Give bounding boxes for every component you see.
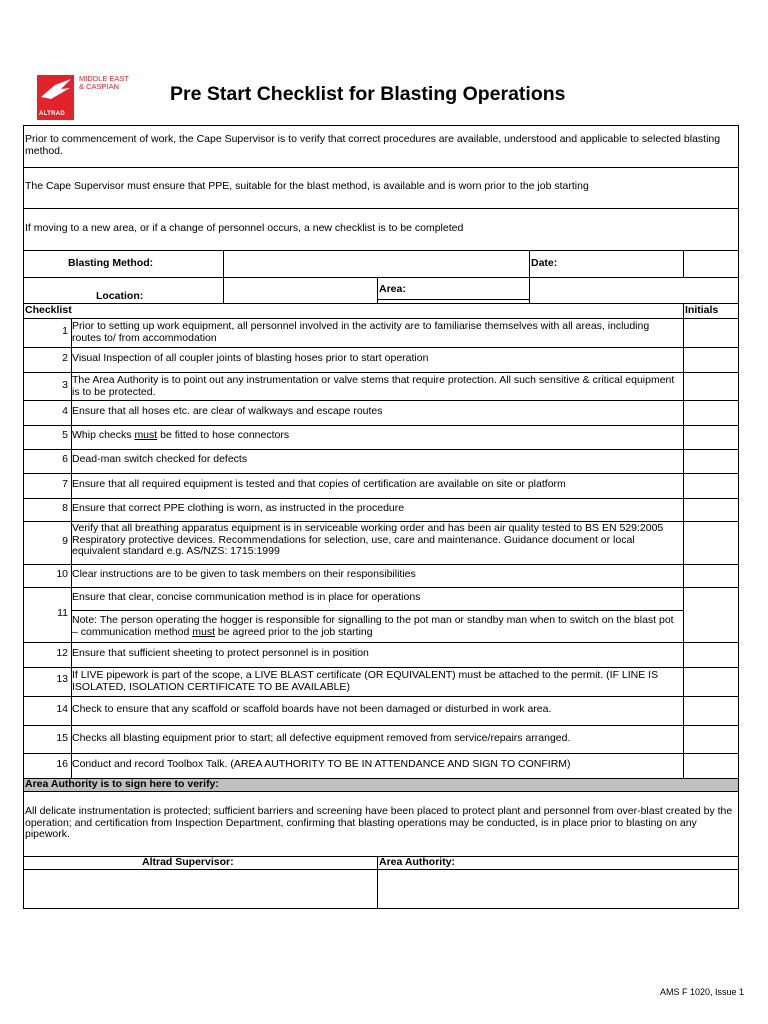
checklist-item-8: Ensure that correct PPE clothing is worn, as instructed in the procedure (72, 502, 405, 514)
checklist-item-14: Check to ensure that any scaffold or scaffold boards have not been damaged or disturbed in work area. (72, 703, 552, 715)
logo-line-1: MIDDLE EAST (79, 74, 130, 83)
initials-header: Initials (685, 304, 719, 316)
item-number: 8 (62, 502, 68, 514)
checklist-item-13: If LIVE pipework is part of the scope, a LIVE BLAST certificate (OR EQUIVALENT) must be attached to the permit. (IF LINE IS ISOLATED, ISOLATION CERTIFICATE TO BE AVAILABLE) (72, 669, 659, 693)
checklist-item-3: The Area Authority is to point out any instrumentation or valve stems that require protection. All such sensitive & critical equipment is to be protected. (72, 374, 675, 398)
checklist-item-4: Ensure that all hoses etc. are clear of walkways and escape routes (72, 405, 383, 417)
area-field[interactable] (530, 278, 738, 302)
blasting-method-label: Blasting Method: (68, 257, 154, 269)
checklist-item-7: Ensure that all required equipment is tested and that copies of certification are available on site or platform (72, 478, 566, 490)
intro-text-2: The Cape Supervisor must ensure that PPE, suitable for the blast method, is available and is worn prior to the job starting (25, 180, 589, 192)
item-number: 9 (62, 535, 68, 547)
authority-signature-field[interactable] (378, 870, 737, 908)
item-number: 1 (62, 325, 68, 337)
checklist-item-10: Clear instructions are to be given to task members on their responsibilities (72, 568, 416, 580)
checklist-item-5: Whip checks must be fitted to hose connectors (72, 429, 290, 441)
location-field[interactable] (224, 278, 376, 302)
item-number: 10 (56, 568, 68, 580)
item-number: 11 (57, 607, 68, 619)
checklist-item-15: Checks all blasting equipment prior to start; all defective equipment removed from service/repairs arranged. (72, 732, 571, 744)
area-label: Area: (379, 283, 406, 295)
verify-heading: Area Authority is to sign here to verify: (25, 778, 219, 790)
item-number: 5 (62, 429, 68, 441)
date-label: Date: (531, 257, 558, 269)
item-number: 15 (56, 732, 68, 744)
item-number: 6 (62, 453, 68, 465)
supervisor-signature-field[interactable] (25, 870, 376, 908)
logo-line-2: & CASPIAN (79, 82, 120, 91)
item-number: 12 (56, 647, 68, 659)
checklist-item-1: Prior to setting up work equipment, all personnel involved in the activity are to familiarise themselves with all areas, including routes to/ from accommodation (72, 320, 650, 344)
checklist-item-2: Visual Inspection of all coupler joints of blasting hoses prior to start operation (72, 352, 429, 364)
item-number: 7 (62, 478, 68, 490)
logo-wordmark: ALTRAD (39, 111, 66, 117)
checklist-item-11-note: Note: The person operating the hogger is responsible for signalling to the pot man or standby man when to switch on the blast pot – communication method must be agreed prior to the job starting (72, 614, 674, 638)
item-number: 16 (56, 758, 68, 770)
blasting-method-field[interactable] (224, 251, 528, 276)
page-title: Pre Start Checklist for Blasting Operations (170, 83, 566, 105)
intro-text-3: If moving to a new area, or if a change of personnel occurs, a new checklist is to be completed (25, 222, 464, 234)
checklist-item-9: Verify that all breathing apparatus equipment is in serviceable working order and has been air quality tested to BS EN 529:2005 Respiratory protective devices. Recommendations for selection, use, care and maintenance. Guidance document or local equivalent standard e.g. AS/NZS: 1715:1999 (72, 522, 664, 557)
item-number: 3 (62, 379, 68, 391)
form-reference: AMS F 1020, Issue 1 (659, 987, 744, 997)
checklist-item-12: Ensure that sufficient sheeting to protect personnel is in position (72, 647, 369, 659)
authority-label: Area Authority: (379, 856, 456, 868)
initials-column[interactable] (684, 319, 738, 778)
checklist-item-6: Dead-man switch checked for defects (72, 453, 248, 465)
checklist-header: Checklist (25, 304, 72, 316)
logo-mark (37, 75, 74, 120)
item-number: 4 (62, 405, 68, 417)
date-field[interactable] (684, 251, 738, 276)
checklist-item-11: Ensure that clear, concise communication method is in place for operations (72, 591, 421, 603)
verify-text: All delicate instrumentation is protected; sufficient barriers and screening have been placed to protect plant and personnel from over-blast created by the operation; and certification from Inspection Department, confirming that blasting operations may be conducted, is in place prior to blasting on any pipework. (25, 805, 733, 840)
checklist-item-16: Conduct and record Toolbox Talk. (AREA AUTHORITY TO BE IN ATTENDANCE AND SIGN TO CONFIRM) (72, 758, 571, 770)
supervisor-label: Altrad Supervisor: (142, 856, 234, 868)
intro-text-1: Prior to commencement of work, the Cape Supervisor is to verify that correct procedures are available, understood and applicable to selected blasting method. (25, 133, 721, 157)
item-number: 2 (62, 352, 68, 364)
item-number: 13 (56, 673, 68, 685)
company-logo (37, 75, 135, 120)
item-number: 14 (56, 703, 68, 715)
checklist-form (23, 125, 739, 909)
location-label: Location: (96, 290, 144, 302)
